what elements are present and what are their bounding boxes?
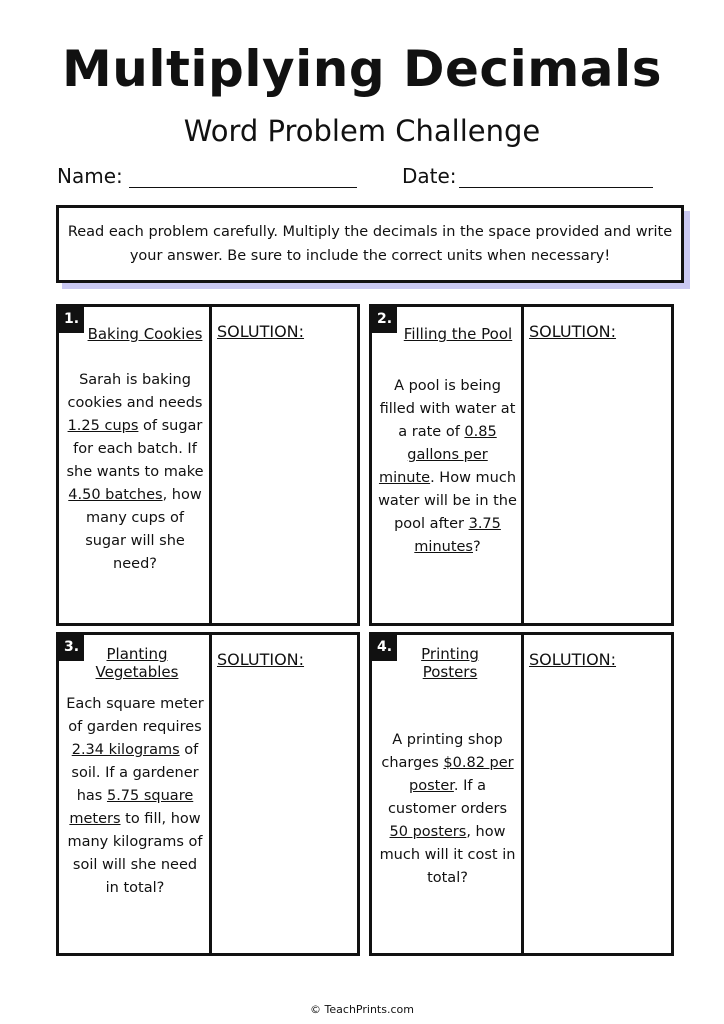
problem-text: . How much water will be in the pool after: [378, 470, 517, 532]
problem-number-badge: 2.: [372, 307, 397, 333]
problem-number-badge: 1.: [59, 307, 84, 333]
problem-text: , how much will it cost in total?: [379, 824, 516, 886]
solution-label: SOLUTION:: [217, 322, 305, 341]
problem-text: of soil. If a gardener has: [71, 742, 199, 804]
problem-card-2: [369, 304, 674, 626]
worksheet-title: Multiplying Decimals: [62, 40, 662, 98]
problem-text: Each square meter of garden requires: [66, 696, 204, 735]
solution-area[interactable]: [212, 675, 357, 953]
date-field[interactable]: [402, 164, 653, 188]
problem-quantity: 50 posters: [389, 824, 467, 840]
problem-card-1: [56, 304, 360, 626]
problem-quantity: 3.75 minutes: [414, 516, 501, 555]
problem-text: Sarah is baking cookies and needs: [67, 372, 203, 411]
problem-text: , how many cups of sugar will she need?: [85, 487, 202, 572]
date-label: Date:: [402, 164, 457, 188]
instructions-text: Read each problem carefully. Multiply the decimals in the space provided and write your answer. Be sure to include the correct units when necessary!: [67, 224, 673, 264]
problem-title: Planting Vegetables: [95, 645, 179, 681]
solution-label: SOLUTION:: [529, 322, 617, 341]
date-line[interactable]: [459, 167, 653, 188]
problem-quantity: 4.50 batches: [68, 487, 163, 503]
problem-body: [378, 729, 517, 890]
problem-text: A printing shop charges: [381, 732, 503, 771]
problem-body: [65, 369, 205, 576]
problem-quantity: $0.82 per poster: [409, 755, 514, 794]
problem-quantity: 2.34 kilograms: [71, 742, 180, 758]
problem-text: ?: [473, 539, 481, 555]
problem-body: [65, 693, 205, 900]
problem-text: A pool is being filled with water at a rate of: [379, 378, 516, 440]
copyright-footer: © TeachPrints.com: [310, 1003, 414, 1016]
problem-body: [378, 375, 517, 559]
name-label: Name:: [57, 164, 123, 188]
problem-quantity: 0.85 gallons per minute: [378, 424, 497, 486]
solution-area[interactable]: [212, 347, 357, 623]
solution-label: SOLUTION:: [529, 650, 617, 669]
worksheet-subtitle: Word Problem Challenge: [183, 114, 541, 148]
problem-title: Printing Posters: [421, 645, 479, 681]
problem-title: Baking Cookies: [87, 325, 203, 343]
name-line[interactable]: [129, 167, 357, 188]
problem-quantity: 5.75 square meters: [69, 788, 194, 827]
problem-text: . If a customer orders: [387, 778, 508, 817]
solution-label: SOLUTION:: [217, 650, 305, 669]
solution-area[interactable]: [524, 347, 671, 623]
problem-title: Filling the Pool: [403, 325, 513, 343]
solution-area[interactable]: [524, 675, 671, 953]
problem-text: of sugar for each batch. If she wants to make: [66, 418, 204, 480]
name-field[interactable]: [57, 164, 357, 188]
instructions-box: [56, 205, 684, 283]
problem-text: to fill, how many kilograms of soil will she need in total?: [67, 811, 203, 896]
problem-number-badge: 4.: [372, 635, 397, 661]
problem-quantity: 1.25 cups: [67, 418, 139, 434]
problem-number-badge: 3.: [59, 635, 84, 661]
problem-card-4: [369, 632, 674, 956]
problem-card-3: [56, 632, 360, 956]
